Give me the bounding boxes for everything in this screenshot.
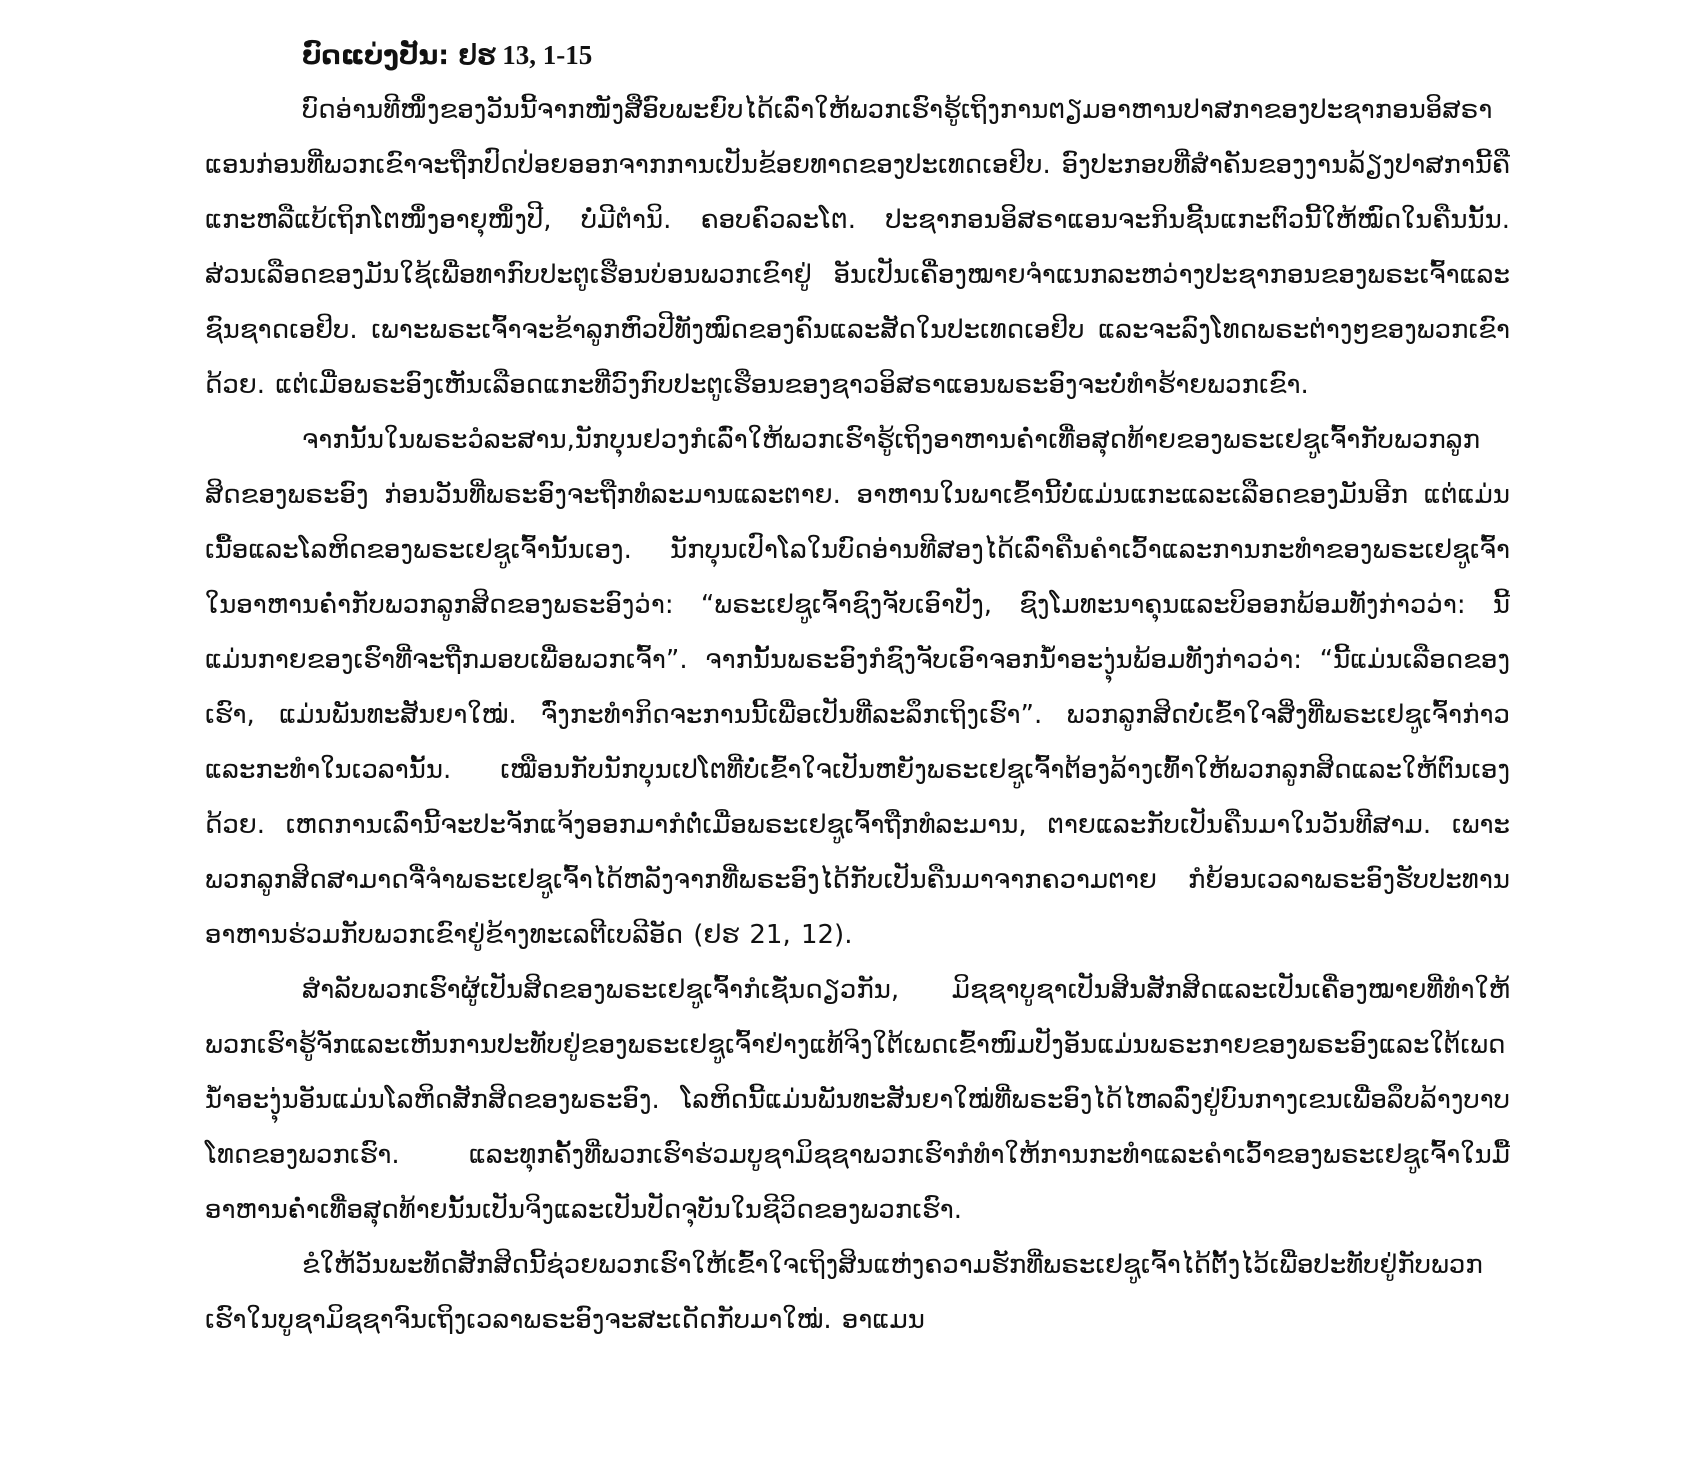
title-label: ບົດແບ່ງປັນ: [302, 40, 450, 71]
paragraph-1: ບົດອ່ານທີໜຶ່ງຂອງວັນນີ້ຈາກໜັງສືອົບພະຍົບໄດ້ເລົ່າໃຫ້ພວກເຮົາຮູ້ເຖິງການຕຽມອາຫານປາສກາຂອງປະຊາກອນອິສຣາແອນກ່ອນທີ່ພວກເຂົາຈະຖືກປົດປ່ອຍອອກຈາກການເປັນຂ້ອຍທາດຂອງປະເທດເອຢິບ. ອົງປະກອບທີ່ສຳຄັນຂອງງານລ້ຽງປາສການີ້ຄື ແກະຫລືແບ້ເຖິກໂຕໜຶ່ງອາຍຸໜຶ່ງປີ, ບໍ່ມີຕຳນິ. ຄອບຄົວລະໂຕ. ປະຊາກອນອິສຣາແອນຈະກິນຊີ້ນແກະຕົວນີ້ໃຫ້ໝົດໃນຄືນນັ້ນ. ສ່ວນເລືອດຂອງມັນໃຊ້ເພື່ອທາກົບປະຕູເຮືອນບ່ອນພວກເຂົາຢູ່ ອັນເປັນເຄື່ອງໝາຍຈຳແນກລະຫວ່າງປະຊາກອນຂອງພຣະເຈົ້າແລະຊົນຊາດເອຢິບ. ເພາະພຣະເຈົ້າຈະຂ້າລູກຫົວປີທັງໝົດຂອງຄົນແລະສັດໃນປະເທດເອຢິບ ແລະຈະລົງໂທດພຣະຕ່າງໆຂອງພວກເຂົາດ້ວຍ. ແຕ່ເມື່ອພຣະອົງເຫັນເລືອດແກະທີ່ວົງກົບປະຕູເຮືອນຂອງຊາວອິສຣາແອນພຣະອົງຈະບໍ່ທຳຮ້າຍພວກເຂົາ. [205, 95, 1510, 400]
document-body [205, 28, 1510, 1348]
paragraph-2: ຈາກນັ້ນໃນພຣະວໍລະສານ,ນັກບຸນຢວງກໍເລົ່າໃຫ້ພວກເຮົາຮູ້ເຖິງອາຫານຄ່ຳເທື່ອສຸດທ້າຍຂອງພຣະເຢຊູເຈົ້າກັບພວກລູກສິດຂອງພຣະອົງ ກ່ອນວັນທີ່ພຣະອົງຈະຖືກທໍລະມານແລະຕາຍ. ອາຫານໃນພາເຂົ້ານີ້ບໍ່ແມ່ນແກະແລະເລືອດຂອງມັນອີກ ແຕ່ແມ່ນເນື້ອແລະໂລຫິດຂອງພຣະເຢຊູເຈົ້ານັ້ນເອງ. ນັກບຸນເປົາໂລໃນບົດອ່ານທີສອງໄດ້ເລົ່າຄືນຄຳເວົ້າແລະການກະທຳຂອງພຣະເຢຊູເຈົ້າໃນອາຫານຄ່ຳກັບພວກລູກສິດຂອງພຣະອົງວ່າ: “ພຣະເຢຊູເຈົ້າຊົງຈັບເອົາປັງ, ຊົງໂມທະນາຄຸນແລະບິອອກພ້ອມທັງກ່າວວ່າ: ນີ້ແມ່ນກາຍຂອງເຮົາທີ່ຈະຖືກມອບເພື່ອພວກເຈົ້າ”. ຈາກນັ້ນພຣະອົງກໍຊົງຈັບເອົາຈອກນ້ຳອະງຸ່ນພ້ອມທັງກ່າວວ່າ: “ນີ້ແມ່ນເລືອດຂອງເຮົາ, ແມ່ນພັນທະສັນຍາໃໝ່. ຈົ່ງກະທຳກິດຈະການນີ້ເພື່ອເປັນທີ່ລະລຶກເຖິງເຮົາ”. ພວກລູກສິດບໍ່ເຂົ້າໃຈສິ່ງທີ່ພຣະເຢຊູເຈົ້າກ່າວແລະກະທຳໃນເວລານັ້ນ. ເໝືອນກັບນັກບຸນເປໂຕທີ່ບໍ່ເຂົ້າໃຈເປັນຫຍັງພຣະເຢຊູເຈົ້າຕ້ອງລ້າງເທົ້າໃຫ້ພວກລູກສິດແລະໃຫ້ຕົນເອງດ້ວຍ. ເຫດການເລົ່ານີ້ຈະປະຈັກແຈ້ງອອກມາກໍຕໍ່ເມື່ອພຣະເຢຊູເຈົ້າຖືກທໍລະມານ, ຕາຍແລະກັບເປັນຄືນມາໃນວັນທີສາມ. ເພາະພວກລູກສິດສາມາດຈື່ຈຳພຣະເຢຊູເຈົ້າໄດ້ຫລັງຈາກທີ່ພຣະອົງໄດ້ກັບເປັນຄືນມາຈາກຄວາມຕາຍ ກໍຍ້ອນເວລາພຣະອົງຮັບປະທານອາຫານຮ່ວມກັບພວກເຂົາຢູ່ຂ້າງທະເລຕີເບລີອັດ (ຢຮ 21, 12). [205, 425, 1510, 950]
paragraph-3: ສຳລັບພວກເຮົາຜູ້ເປັນສິດຂອງພຣະເຢຊູເຈົ້າກໍເຊັ່ນດຽວກັນ, ມິຊຊາບູຊາເປັນສິນສັກສິດແລະເປັນເຄື່ອງໝາຍທີ່ທຳໃຫ້ພວກເຮົາຮູ້ຈັກແລະເຫັນການປະທັບຢູ່ຂອງພຣະເຢຊູເຈົ້າຢ່າງແທ້ຈິງໃຕ້ເພດເຂົ້າໜົມປັງອັນແມ່ນພຣະກາຍຂອງພຣະອົງແລະໃຕ້ເພດນ້ຳອະງຸ່ນອັນແມ່ນໂລຫິດສັກສິດຂອງພຣະອົງ. ໂລຫິດນີ້ແມ່ນພັນທະສັນຍາໃໝ່ທີ່ພຣະອົງໄດ້ໄຫລລົ່ງຢູ່ບົນກາງເຂນເພື່ອລຶບລ້າງບາບໂທດຂອງພວກເຮົາ. ແລະທຸກຄັ້ງທີ່ພວກເຮົາຮ່ວມບູຊາມິຊຊາພວກເຮົາກໍທຳໃຫ້ການກະທຳແລະຄຳເວົ້າຂອງພຣະເຢຊູເຈົ້າໃນມື້ອາຫານຄ່ຳເທື່ອສຸດທ້າຍນັ້ນເປັນຈິງແລະເປັນປັດຈຸບັນໃນຊີວິດຂອງພວກເຮົາ. [205, 975, 1510, 1225]
document-title [205, 28, 1510, 83]
title-scripture-reference: ຢຮ 13, 1-15 [458, 40, 593, 70]
paragraph-4: ຂໍໃຫ້ວັນພະທັດສັກສິດນີ້ຊ່ວຍພວກເຮົາໃຫ້ເຂົ້າໃຈເຖິງສິນແຫ່ງຄວາມຮັກທີ່ພຣະເຢຊູເຈົ້າໄດ້ຕັ້ງໄວ້ເພື່ອປະທັບຢູ່ກັບພວກເຮົາໃນບູຊາມິຊຊາຈົນເຖິງເວລາພຣະອົງຈະສະເດັດກັບມາໃໝ່. ອາແມນ [205, 1250, 1483, 1335]
